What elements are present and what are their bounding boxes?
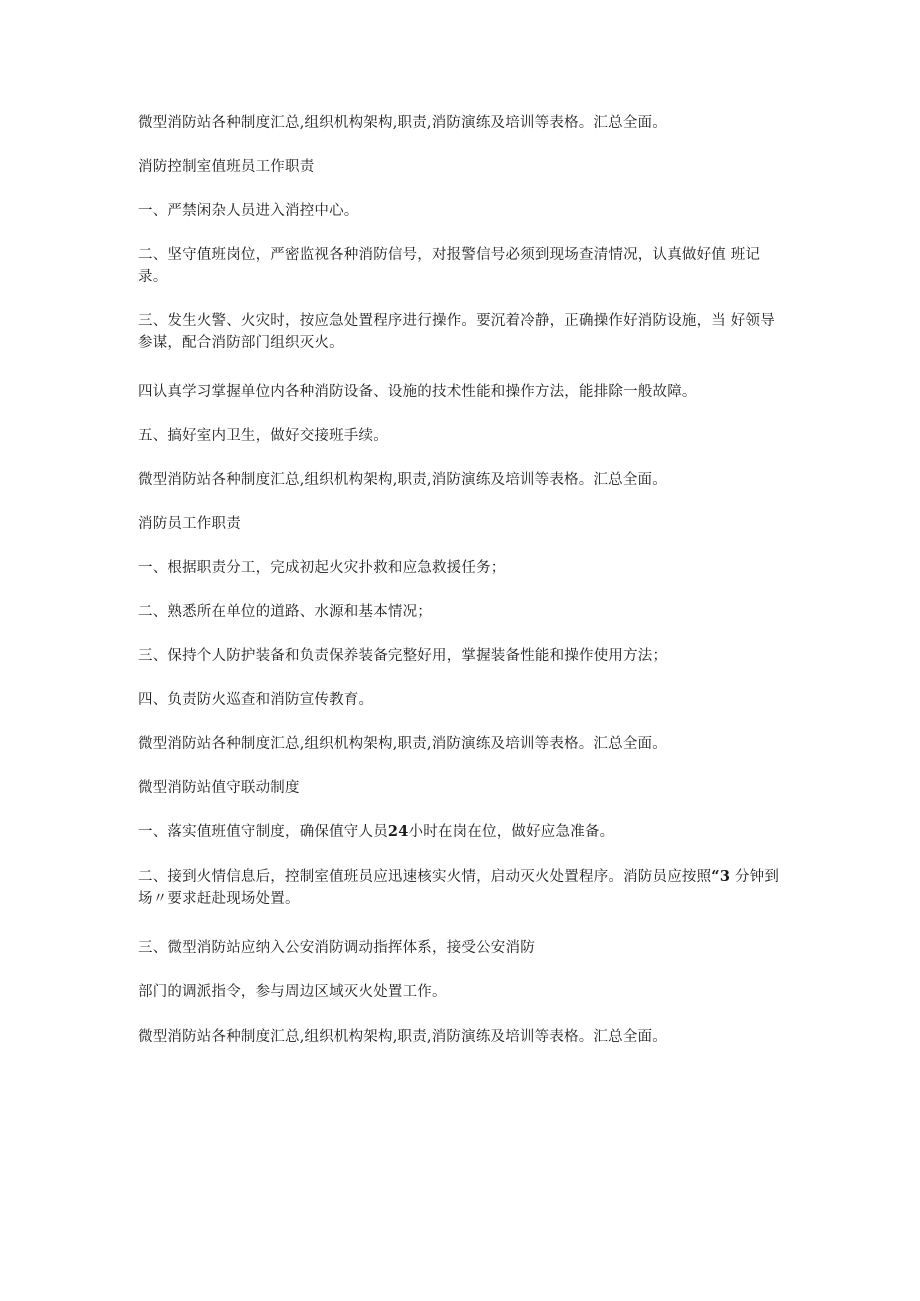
linkage-item-3-line-2: 部门的调派指令，参与周边区域灭火处置工作。 (138, 984, 447, 1000)
firefighter-item-4: 四、负责防火巡查和消防宣传教育。 (138, 692, 374, 708)
control-room-item-3: 三、发生火警、火灾时，按应急处置程序进行操作。要沉着冷静，正确操作好消防设施，当 好领导参谋，配合消防部门组织灭火。 (138, 313, 775, 351)
control-room-item-4: 四认真学习掌握单位内各种消防设备、设施的技术性能和操作方法，能排除一般故障。 (138, 384, 697, 400)
control-room-item-5: 五、搞好室内卫生，做好交接班手续。 (138, 428, 388, 444)
linkage-item-2-minutes: “3 (711, 868, 731, 885)
linkage-item-1-pre: 一、落实值班值守制度，确保值守人员 (138, 824, 388, 840)
control-room-item-1: 一、严禁闲杂人员进入消控中心。 (138, 203, 359, 219)
summary-line-3: 微型消防站各种制度汇总,组织机构架构,职责,消防演练及培训等表格。汇总全面。 (138, 736, 667, 752)
section-title-firefighter: 消防员工作职责 (138, 516, 241, 532)
linkage-item-2 (138, 866, 783, 910)
linkage-item-1 (138, 821, 783, 843)
firefighter-item-2: 二、熟悉所在单位的道路、水源和基本情况； (138, 604, 432, 620)
section-title-linkage: 微型消防站值守联动制度 (138, 780, 300, 796)
summary-line-4: 微型消防站各种制度汇总,组织机构架构,职责,消防演练及培训等表格。汇总全面。 (138, 1029, 667, 1045)
linkage-item-1-hours: 24 (387, 823, 409, 840)
linkage-item-1-post: 小时在岗在位，做好应急准备。 (408, 824, 615, 840)
firefighter-item-1: 一、根据职责分工，完成初起火灾扑救和应急救援任务； (138, 560, 506, 576)
linkage-item-3-line-1: 三、微型消防站应纳入公安消防调动指挥体系，接受公安消防 (138, 940, 535, 956)
control-room-item-2: 二、坚守值班岗位，严密监视各种消防信号，对报警信号必须到现场查清情况，认真做好值 班记录。 (138, 247, 761, 285)
section-title-control-room: 消防控制室值班员工作职责 (138, 159, 315, 175)
linkage-item-2-post: 分钟到场〃要求赶赴现场处置。 (138, 869, 780, 907)
summary-line-2: 微型消防站各种制度汇总,组织机构架构,职责,消防演练及培训等表格。汇总全面。 (138, 472, 667, 488)
linkage-item-2-pre: 二、接到火情信息后，控制室值班员应迅速核实火情，启动灭火处置程序。消防员应按照 (138, 869, 712, 885)
firefighter-item-3: 三、保持个人防护装备和负责保养装备完整好用，掌握装备性能和操作使用方法； (138, 648, 668, 664)
summary-line-1: 微型消防站各种制度汇总,组织机构架构,职责,消防演练及培训等表格。汇总全面。 (138, 115, 667, 131)
